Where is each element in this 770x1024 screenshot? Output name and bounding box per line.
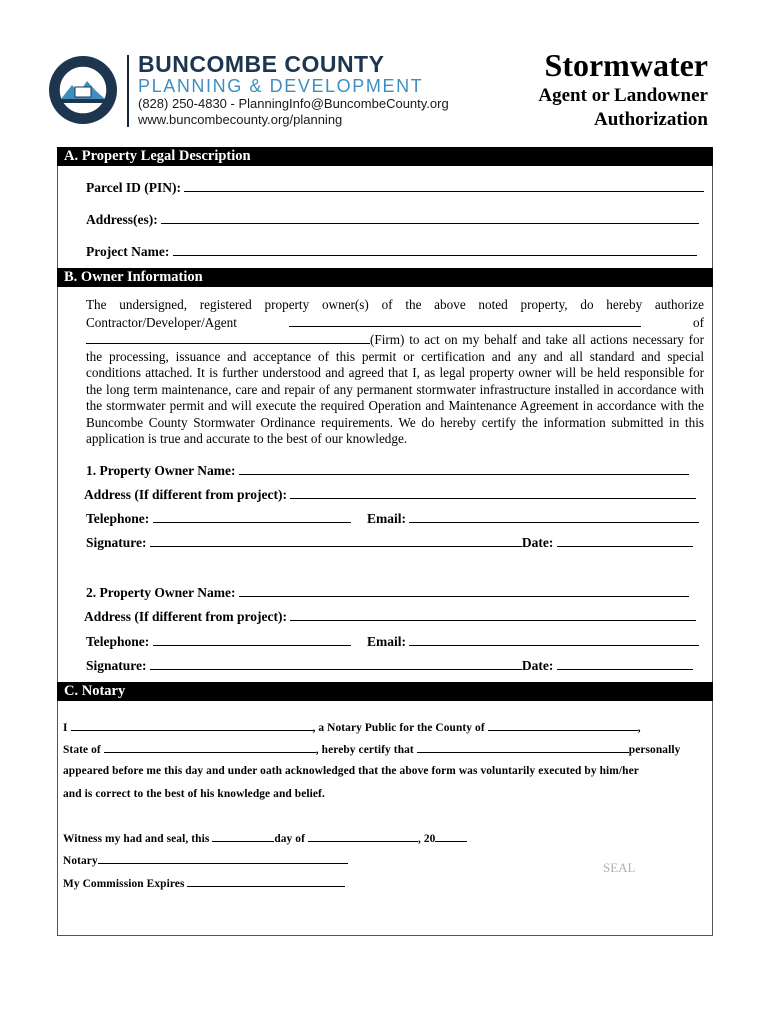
owner-2-date-line[interactable] — [557, 656, 693, 670]
owner-2-email-line[interactable] — [409, 632, 699, 646]
notary-line-4: and is correct to the best of his knowledge and belief. — [63, 788, 325, 800]
owner-1-date-line[interactable] — [557, 533, 693, 547]
website: www.buncombecounty.org/planning — [138, 112, 343, 127]
section-a-heading: A. Property Legal Description — [57, 147, 713, 166]
authorization-paragraph — [86, 297, 704, 448]
parcel-id-field — [86, 178, 704, 196]
notary-sign-line[interactable] — [98, 853, 348, 864]
section-b-heading: B. Owner Information — [57, 268, 713, 287]
state-of-label: State of — [63, 744, 101, 756]
day-of-label: day of — [274, 833, 305, 845]
notary-i-label: I — [63, 722, 68, 734]
owner-2-signature-label: Signature: — [86, 658, 147, 673]
notary-line-1 — [63, 720, 641, 734]
owner-2-name-field — [86, 583, 689, 601]
owner-2-address-line[interactable] — [290, 607, 696, 621]
project-name-label: Project Name: — [86, 244, 170, 259]
owner-1-email-label: Email: — [367, 511, 406, 526]
witness-line — [63, 831, 467, 845]
owner-1-signature-field — [86, 533, 693, 551]
witness-label: Witness my had and seal, this — [63, 833, 210, 845]
owner-1-signature-line[interactable] — [150, 533, 522, 547]
owner-2-signature-field — [86, 656, 693, 674]
owner-2-address-label: Address (If different from project): — [84, 609, 287, 624]
owner-1-address-field — [84, 485, 696, 503]
owner-1-address-label: Address (If different from project): — [84, 487, 287, 502]
authorization-text-1: The undersigned, registered property owner(s) of the above noted property, do hereby authorize Contractor/Developer/Agent — [86, 297, 704, 330]
notary-signature-line — [63, 853, 348, 867]
header-divider — [127, 55, 129, 127]
owner-2-phone-label: Telephone: — [86, 634, 150, 649]
owner-1-phone-label: Telephone: — [86, 511, 150, 526]
witness-day-line[interactable] — [212, 831, 274, 842]
owner-2-email-field — [367, 632, 699, 650]
firm-line[interactable] — [86, 331, 370, 344]
notary-label: Notary — [63, 855, 98, 867]
witness-month-line[interactable] — [308, 831, 418, 842]
certify-text: , hereby certify that — [315, 744, 414, 756]
project-name-field — [86, 242, 697, 260]
notary-county-line[interactable] — [488, 720, 638, 731]
owner-2-name-label: 2. Property Owner Name: — [86, 585, 236, 600]
commission-date-line[interactable] — [187, 876, 345, 887]
notary-line-2 — [63, 742, 680, 756]
owner-1-name-field — [86, 461, 689, 479]
owner-2-date-label: Date: — [521, 658, 554, 673]
owner-1-phone-field — [86, 509, 351, 527]
owner-2-address-field — [84, 607, 696, 625]
commission-line — [63, 876, 345, 890]
owner-1-phone-line[interactable] — [153, 509, 351, 523]
owner-2-name-line[interactable] — [239, 583, 689, 597]
owner-1-name-label: 1. Property Owner Name: — [86, 463, 236, 478]
authorization-text-2: (Firm) to act on my behalf and take all actions necessary for the processing, issuance and acceptance of this permit or certification and any and all standard and special conditions attached. It is further understood and agreed that I, as legal property owner will be held responsible for the long term maintenance, care and repair of any permanent stormwater infrastructure installed in accordance with the stormwater permit and will execute the required Operation and Maintenance Agreement in accordance with the Buncombe County Stormwater Ordinance requirements. We do hereby certify the information submitted in this application is true and accurate to the best of our knowledge. — [86, 332, 704, 446]
owner-2-phone-line[interactable] — [153, 632, 351, 646]
notary-comma: , — [637, 722, 641, 734]
owner-1-email-line[interactable] — [409, 509, 699, 523]
owner-1-signature-label: Signature: — [86, 535, 147, 550]
owner-2-signature-line[interactable] — [150, 656, 522, 670]
notary-state-line[interactable] — [104, 742, 316, 753]
section-c-heading: C. Notary — [57, 682, 713, 701]
notary-public-text: , a Notary Public for the County of — [312, 722, 485, 734]
personally-text: personally — [628, 744, 681, 756]
year-label: , 20 — [417, 833, 436, 845]
owner-1-address-line[interactable] — [290, 485, 696, 499]
address-field — [86, 210, 699, 228]
owner-1-date-label: Date: — [521, 535, 554, 550]
title-subtitle-1: Agent or Landowner — [538, 85, 708, 106]
brand-block — [138, 52, 449, 128]
owner-2-email-label: Email: — [367, 634, 406, 649]
authorization-of: of — [693, 314, 704, 330]
witness-year-line[interactable] — [435, 831, 467, 842]
address-line[interactable] — [161, 210, 699, 224]
parcel-id-label: Parcel ID (PIN): — [86, 180, 181, 195]
project-name-line[interactable] — [173, 242, 697, 256]
seal-placeholder: SEAL — [603, 860, 636, 875]
notary-person-line[interactable] — [417, 742, 629, 753]
county-name: BUNCOMBE COUNTY — [138, 51, 385, 77]
form-title — [538, 46, 708, 132]
agent-line[interactable] — [289, 314, 641, 327]
address-label: Address(es): — [86, 212, 158, 227]
owner-1-email-field — [367, 509, 699, 527]
commission-label: My Commission Expires — [63, 878, 185, 890]
county-seal-logo — [48, 55, 118, 125]
owner-2-phone-field — [86, 632, 351, 650]
parcel-id-line[interactable] — [184, 178, 704, 192]
contact-info: (828) 250-4830 - PlanningInfo@BuncombeCounty.org — [138, 96, 449, 111]
title-subtitle-2: Authorization — [594, 109, 708, 130]
owner-1-name-line[interactable] — [239, 461, 689, 475]
title-stormwater: Stormwater — [544, 47, 708, 83]
notary-name-line[interactable] — [71, 720, 313, 731]
notary-line-3: appeared before me this day and under oath acknowledged that the above form was voluntarily executed by him/her — [63, 765, 639, 777]
department-name: PLANNING & DEVELOPMENT — [138, 76, 424, 96]
